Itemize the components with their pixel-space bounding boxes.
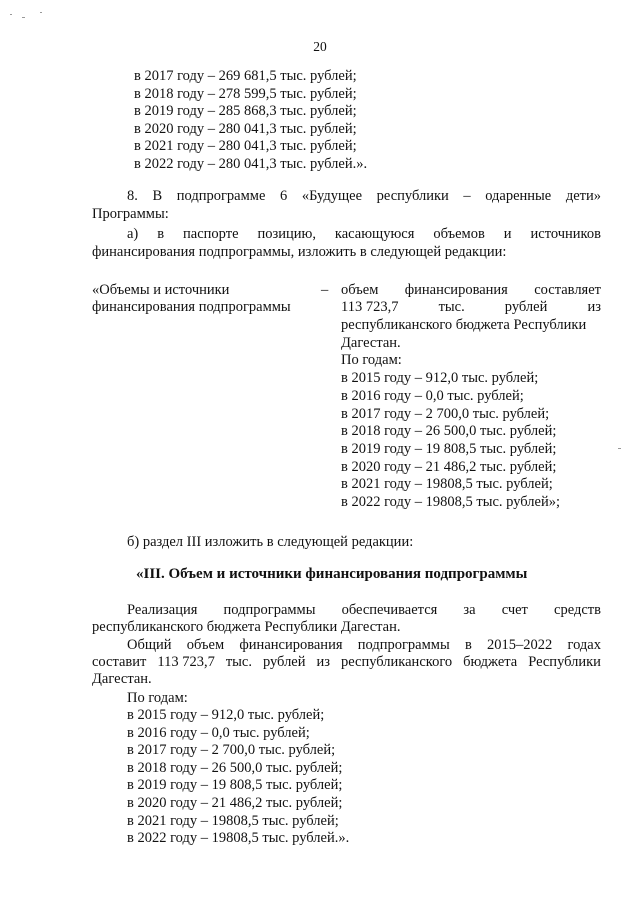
- passport-right-line: По годам:: [341, 352, 402, 369]
- year-line: в 2021 году – 280 041,3 тыс. рублей;: [134, 138, 357, 154]
- section-paragraph2-line2: [92, 654, 601, 671]
- section-word: 2015–2022: [487, 637, 553, 653]
- item8-word: –: [463, 188, 471, 204]
- item8-word: «Будущее: [301, 188, 363, 204]
- year-line: в 2020 году – 21 486,2 тыс. рублей;: [127, 795, 343, 811]
- passport-right-line: республиканского бюджета Республики: [341, 317, 587, 333]
- item8-word: 8.: [127, 188, 138, 204]
- section-word: тыс.: [225, 654, 252, 670]
- item8-word: подпрограмме: [176, 188, 266, 204]
- passport-right-line1: [341, 282, 601, 299]
- section-word: подпрограммы: [357, 637, 450, 653]
- section-word: из: [316, 654, 330, 670]
- item8-word: 6: [279, 188, 288, 204]
- item8-word: дети»: [565, 188, 601, 204]
- scan-speck: [22, 17, 25, 18]
- section-word: годах: [567, 637, 601, 653]
- item8-line4: финансирования подпрограммы, изложить в следующей редакции:: [92, 244, 507, 260]
- section-heading: «III. Объем и источники финансирования подпрограммы: [136, 566, 528, 582]
- year-line: в 2018 году – 278 599,5 тыс. рублей;: [134, 85, 357, 102]
- section-word: за: [463, 602, 476, 618]
- page-number: 20: [313, 39, 327, 54]
- item8-word: касающуюся: [334, 226, 415, 242]
- passport-dash: –: [321, 282, 329, 298]
- passport-right-line: в 2021 году – 19808,5 тыс. рублей;: [341, 476, 553, 493]
- passport-right-line2: [341, 299, 601, 316]
- item-b: б) раздел III изложить в следующей редакции:: [127, 534, 414, 550]
- passport-left-line2: финансирования подпрограммы: [92, 299, 291, 315]
- scan-speck: [10, 14, 12, 15]
- passport-word: из: [587, 299, 601, 315]
- scan-speck: [40, 12, 42, 13]
- passport-right-line: в 2022 году – 19808,5 тыс. рублей»;: [341, 494, 561, 510]
- section-word: Республики: [528, 654, 601, 670]
- year-line: в 2022 году – 280 041,3 тыс. рублей.».: [134, 155, 368, 172]
- year-line: в 2017 году – 269 681,5 тыс. рублей;: [134, 68, 357, 84]
- section-paragraph2-line3: Дагестан.: [92, 671, 152, 687]
- scan-speck: [618, 448, 621, 449]
- item8-line1: [127, 188, 601, 205]
- by-years-label: По годам:: [127, 690, 188, 706]
- item8-line2: Программы:: [92, 206, 169, 222]
- section-word: составит: [92, 654, 147, 670]
- year-line: в 2019 году – 19 808,5 тыс. рублей;: [127, 777, 343, 794]
- section-word: средств: [554, 602, 601, 618]
- section-word: финансирования: [239, 637, 343, 653]
- passport-right-line: в 2017 году – 2 700,0 тыс. рублей;: [341, 405, 550, 422]
- item8-word: одаренные: [485, 188, 552, 204]
- section-word: подпрограммы: [223, 602, 316, 618]
- section-word: рублей: [262, 654, 306, 670]
- year-line: в 2017 году – 2 700,0 тыс. рублей;: [127, 742, 336, 759]
- item8-word: республики: [376, 188, 449, 204]
- passport-right-line: Дагестан.: [341, 334, 401, 351]
- passport-left-line1: «Объемы и источники: [92, 282, 230, 298]
- item8-word: и: [503, 226, 512, 242]
- section-word: Общий: [127, 637, 172, 653]
- section-word: в: [464, 637, 472, 653]
- item8-word: позицию,: [257, 226, 316, 242]
- passport-word: финансирования: [404, 282, 508, 298]
- section-word: республиканского: [340, 654, 453, 670]
- item8-line3: [127, 226, 601, 243]
- item8-word: источников: [530, 226, 601, 242]
- item8-word: в: [157, 226, 165, 242]
- item8-word: а): [127, 226, 139, 242]
- item8-word: объемов: [433, 226, 485, 242]
- year-line: в 2021 году – 19808,5 тыс. рублей;: [127, 812, 339, 829]
- section-paragraph1-line1: [127, 602, 601, 619]
- year-line: в 2019 году – 285 868,3 тыс. рублей;: [134, 103, 357, 119]
- section-word: бюджета: [463, 654, 518, 670]
- section-word: счет: [501, 602, 528, 618]
- passport-word: составляет: [534, 282, 601, 298]
- passport-word: рублей: [504, 299, 548, 315]
- section-word: Реализация: [127, 602, 198, 618]
- passport-right-line: в 2016 году – 0,0 тыс. рублей;: [341, 387, 524, 404]
- passport-right-line: в 2020 году – 21 486,2 тыс. рублей;: [341, 458, 557, 475]
- year-line: в 2015 году – 912,0 тыс. рублей;: [127, 707, 325, 723]
- passport-word: тыс.: [438, 299, 465, 315]
- year-line: в 2016 году – 0,0 тыс. рублей;: [127, 724, 310, 741]
- item8-word: паспорте: [183, 226, 239, 242]
- passport-right-line: в 2015 году – 912,0 тыс. рублей;: [341, 370, 539, 387]
- year-line: в 2022 году – 19808,5 тыс. рублей.».: [127, 830, 350, 847]
- year-line: в 2018 году – 26 500,0 тыс. рублей;: [127, 759, 343, 776]
- item8-word: В: [152, 188, 163, 204]
- passport-right-line: в 2018 году – 26 500,0 тыс. рублей;: [341, 423, 557, 440]
- section-word: объем: [186, 637, 225, 653]
- passport-word: объем: [341, 282, 379, 298]
- section-word: 113 723,7: [157, 654, 215, 670]
- section-word: обеспечивается: [341, 602, 438, 618]
- section-paragraph1-line2: республиканского бюджета Республики Дагестан.: [92, 619, 401, 635]
- passport-right-line: в 2019 году – 19 808,5 тыс. рублей;: [341, 440, 557, 457]
- year-line: в 2020 году – 280 041,3 тыс. рублей;: [134, 120, 357, 137]
- section-paragraph2-line1: [127, 637, 601, 654]
- passport-word: 113 723,7: [341, 299, 399, 315]
